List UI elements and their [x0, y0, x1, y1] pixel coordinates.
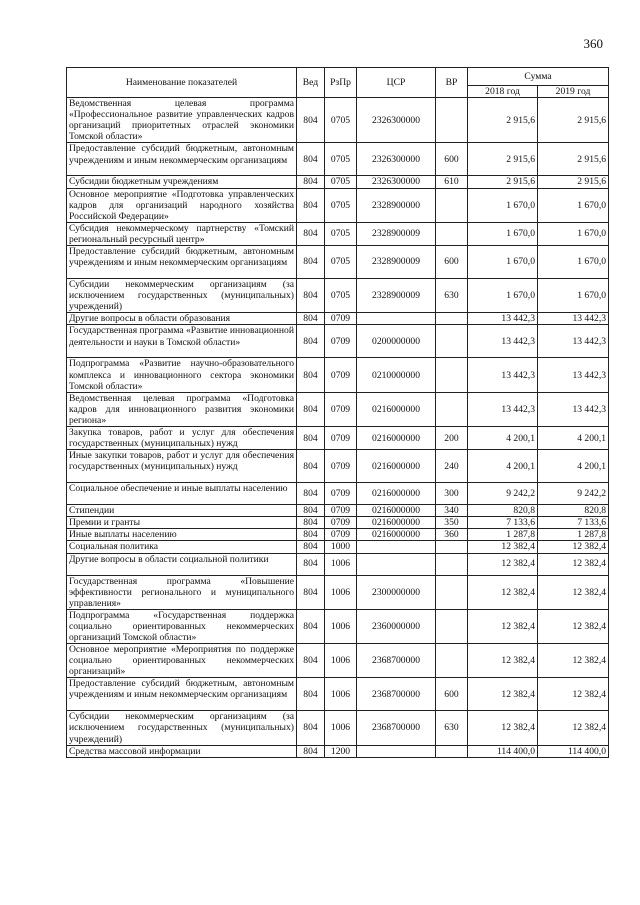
row-csr: 0216000000: [357, 529, 436, 541]
row-rzpr: 1006: [325, 609, 357, 643]
row-ved: 804: [297, 188, 325, 222]
row-2018: 1 670,0: [468, 246, 538, 279]
row-vr: 240: [436, 450, 468, 483]
row-2019: 12 382,4: [538, 644, 609, 678]
row-vr: 600: [436, 143, 468, 176]
row-name: Субсидия некоммерческому партнерству «Томский региональный ресурсный центр»: [67, 222, 297, 245]
row-name: Другие вопросы в области социальной политики: [67, 553, 297, 575]
row-name: Ведомственная целевая программа «Подготовка кадров для инновационного развития экономики региона»: [67, 392, 297, 426]
row-vr: 300: [436, 483, 468, 505]
row-ved: 804: [297, 517, 325, 529]
table-row: [67, 483, 609, 505]
row-vr: 610: [436, 176, 468, 188]
row-name: Предоставление субсидий бюджетным, автономным учреждениям и иным некоммерческим организациям: [67, 678, 297, 711]
row-name: Государственная программа «Развитие инновационной деятельности и науки в Томской области»: [67, 325, 297, 358]
row-vr: 360: [436, 529, 468, 541]
table-row: [67, 711, 609, 745]
row-vr: 600: [436, 678, 468, 711]
row-name: Подпрограмма «Государственная поддержка социально ориентированных некоммерческих организаций Томской области»: [67, 609, 297, 643]
row-name: Премии и гранты: [67, 517, 297, 529]
row-csr: 2360000000: [357, 609, 436, 643]
row-name: Субсидии бюджетным учреждениям: [67, 176, 297, 188]
row-name: Субсидии некоммерческим организациям (за исключением государственных (муниципальных) учреждений): [67, 711, 297, 745]
row-name: Субсидии некоммерческим организациям (за исключением государственных (муниципальных) учреждений): [67, 279, 297, 313]
row-2018: 12 382,4: [468, 609, 538, 643]
header-row: [67, 68, 609, 86]
row-2019: 1 670,0: [538, 188, 609, 222]
row-2019: 1 670,0: [538, 279, 609, 313]
row-name: Социальная политика: [67, 541, 297, 553]
row-2018: 2 915,6: [468, 98, 538, 143]
row-2018: 12 382,4: [468, 711, 538, 745]
row-rzpr: 0705: [325, 98, 357, 143]
table-row: [67, 392, 609, 426]
row-ved: 804: [297, 279, 325, 313]
row-csr: 0216000000: [357, 450, 436, 483]
row-2019: 13 442,3: [538, 358, 609, 392]
table-row: [67, 426, 609, 449]
row-ved: 804: [297, 745, 325, 757]
row-2018: 13 442,3: [468, 392, 538, 426]
row-2019: 12 382,4: [538, 575, 609, 609]
row-2018: 12 382,4: [468, 541, 538, 553]
row-2018: 4 200,1: [468, 426, 538, 449]
row-csr: 0210000000: [357, 358, 436, 392]
header-sum: Сумма: [468, 68, 609, 86]
row-vr: 200: [436, 426, 468, 449]
table-row: [67, 644, 609, 678]
table-row: [67, 609, 609, 643]
row-2018: 1 670,0: [468, 222, 538, 245]
row-name: Подпрограмма «Развитие научно-образовательного комплекса и инновационного сектора экономики Томской области»: [67, 358, 297, 392]
row-ved: 804: [297, 426, 325, 449]
row-ved: 804: [297, 246, 325, 279]
row-ved: 804: [297, 575, 325, 609]
row-vr: [436, 553, 468, 575]
table-row: [67, 143, 609, 176]
row-2019: 114 400,0: [538, 745, 609, 757]
row-2019: 12 382,4: [538, 711, 609, 745]
row-csr: 2300000000: [357, 575, 436, 609]
row-2018: 1 670,0: [468, 279, 538, 313]
row-2019: 1 287,8: [538, 529, 609, 541]
row-ved: 804: [297, 505, 325, 517]
row-name: Иные выплаты населению: [67, 529, 297, 541]
row-rzpr: 0709: [325, 392, 357, 426]
row-2018: 13 442,3: [468, 313, 538, 325]
table-row: [67, 553, 609, 575]
row-name: Иные закупки товаров, работ и услуг для обеспечения государственных (муниципальных) нужд: [67, 450, 297, 483]
table-row: [67, 529, 609, 541]
row-name: Другие вопросы в области образования: [67, 313, 297, 325]
row-rzpr: 0709: [325, 450, 357, 483]
row-ved: 804: [297, 358, 325, 392]
budget-table: [66, 67, 609, 758]
row-ved: 804: [297, 553, 325, 575]
row-2018: 1 287,8: [468, 529, 538, 541]
table-row: [67, 678, 609, 711]
row-2018: 114 400,0: [468, 745, 538, 757]
row-rzpr: 0705: [325, 246, 357, 279]
row-rzpr: 0705: [325, 222, 357, 245]
row-rzpr: 0709: [325, 325, 357, 358]
header-2018: 2018 год: [468, 86, 538, 98]
row-2019: 12 382,4: [538, 609, 609, 643]
table-row: [67, 541, 609, 553]
row-csr: [357, 541, 436, 553]
row-rzpr: 1006: [325, 644, 357, 678]
row-vr: [436, 188, 468, 222]
table-row: [67, 325, 609, 358]
row-2019: 1 670,0: [538, 246, 609, 279]
row-rzpr: 0709: [325, 517, 357, 529]
row-2018: 2 915,6: [468, 143, 538, 176]
row-rzpr: 1200: [325, 745, 357, 757]
table-row: [67, 98, 609, 143]
row-csr: 2368700000: [357, 711, 436, 745]
row-rzpr: 0705: [325, 143, 357, 176]
row-rzpr: 0709: [325, 483, 357, 505]
row-csr: 0200000000: [357, 325, 436, 358]
row-rzpr: 1006: [325, 711, 357, 745]
header-ved: Вед: [297, 68, 325, 98]
row-rzpr: 0709: [325, 358, 357, 392]
table-row: [67, 222, 609, 245]
row-ved: 804: [297, 392, 325, 426]
table-row: [67, 517, 609, 529]
row-ved: 804: [297, 541, 325, 553]
row-2018: 12 382,4: [468, 575, 538, 609]
row-rzpr: 0709: [325, 313, 357, 325]
row-csr: 0216000000: [357, 483, 436, 505]
row-vr: 630: [436, 279, 468, 313]
row-rzpr: 0709: [325, 505, 357, 517]
row-ved: 804: [297, 325, 325, 358]
row-csr: 2328900009: [357, 279, 436, 313]
row-2018: 12 382,4: [468, 678, 538, 711]
row-vr: 630: [436, 711, 468, 745]
row-name: Закупка товаров, работ и услуг для обеспечения государственных (муниципальных) нужд: [67, 426, 297, 449]
table-row: [67, 358, 609, 392]
table-row: [67, 450, 609, 483]
row-2019: 12 382,4: [538, 553, 609, 575]
row-2019: 2 915,6: [538, 143, 609, 176]
table-row: [67, 313, 609, 325]
row-vr: [436, 541, 468, 553]
header-rzpr: РзПр: [325, 68, 357, 98]
row-ved: 804: [297, 609, 325, 643]
row-rzpr: 1006: [325, 678, 357, 711]
row-ved: 804: [297, 529, 325, 541]
row-csr: [357, 745, 436, 757]
row-2019: 4 200,1: [538, 426, 609, 449]
row-2019: 2 915,6: [538, 98, 609, 143]
row-2018: 4 200,1: [468, 450, 538, 483]
row-2019: 13 442,3: [538, 313, 609, 325]
row-name: Основное мероприятие «Мероприятия по поддержке социально ориентированных некоммерческих организаций»: [67, 644, 297, 678]
row-ved: 804: [297, 313, 325, 325]
row-ved: 804: [297, 98, 325, 143]
row-2019: 12 382,4: [538, 541, 609, 553]
row-vr: [436, 313, 468, 325]
row-ved: 804: [297, 143, 325, 176]
row-2019: 13 442,3: [538, 325, 609, 358]
row-csr: 2326300000: [357, 176, 436, 188]
row-2019: 2 915,6: [538, 176, 609, 188]
row-2019: 9 242,2: [538, 483, 609, 505]
row-name: Предоставление субсидий бюджетным, автономным учреждениям и иным некоммерческим организациям: [67, 246, 297, 279]
row-2018: 12 382,4: [468, 553, 538, 575]
row-vr: [436, 325, 468, 358]
row-vr: [436, 745, 468, 757]
row-ved: 804: [297, 222, 325, 245]
row-2018: 1 670,0: [468, 188, 538, 222]
row-name: Стипендии: [67, 505, 297, 517]
row-vr: 340: [436, 505, 468, 517]
table-row: [67, 279, 609, 313]
row-csr: 2368700000: [357, 678, 436, 711]
header-vr: ВР: [436, 68, 468, 98]
row-vr: [436, 609, 468, 643]
row-csr: 0216000000: [357, 505, 436, 517]
row-csr: 2328900009: [357, 222, 436, 245]
row-2018: 7 133,6: [468, 517, 538, 529]
row-csr: 2328900000: [357, 188, 436, 222]
row-name: Социальное обеспечение и иные выплаты населению: [67, 483, 297, 505]
row-ved: 804: [297, 483, 325, 505]
row-2019: 13 442,3: [538, 392, 609, 426]
row-rzpr: 0705: [325, 176, 357, 188]
page-number: 360: [583, 36, 603, 51]
row-vr: [436, 575, 468, 609]
row-csr: [357, 553, 436, 575]
row-2018: 2 915,6: [468, 176, 538, 188]
row-csr: 2326300000: [357, 143, 436, 176]
row-2018: 13 442,3: [468, 325, 538, 358]
row-rzpr: 0705: [325, 279, 357, 313]
row-name: Государственная программа «Повышение эффективности регионального и муниципального управления»: [67, 575, 297, 609]
row-ved: 804: [297, 711, 325, 745]
row-csr: 2368700000: [357, 644, 436, 678]
header-csr: ЦСР: [357, 68, 436, 98]
row-name: Предоставление субсидий бюджетным, автономным учреждениям и иным некоммерческим организациям: [67, 143, 297, 176]
row-ved: 804: [297, 678, 325, 711]
row-2018: 12 382,4: [468, 644, 538, 678]
row-csr: 2326300000: [357, 98, 436, 143]
table-row: [67, 176, 609, 188]
row-vr: [436, 222, 468, 245]
row-2019: 820,8: [538, 505, 609, 517]
row-csr: 0216000000: [357, 517, 436, 529]
header-name: Наименование показателей: [67, 68, 297, 98]
table-row: [67, 188, 609, 222]
row-vr: [436, 644, 468, 678]
row-vr: [436, 358, 468, 392]
row-rzpr: 0709: [325, 426, 357, 449]
table-row: [67, 505, 609, 517]
row-vr: [436, 392, 468, 426]
row-name: Ведомственная целевая программа «Профессиональное развитие управленческих кадров организаций приоритетных отраслей экономики Томской области»: [67, 98, 297, 143]
row-2018: 820,8: [468, 505, 538, 517]
row-2019: 7 133,6: [538, 517, 609, 529]
row-rzpr: 1006: [325, 575, 357, 609]
row-2019: 1 670,0: [538, 222, 609, 245]
table-row: [67, 246, 609, 279]
row-rzpr: 0705: [325, 188, 357, 222]
row-csr: 0216000000: [357, 426, 436, 449]
row-rzpr: 1006: [325, 553, 357, 575]
row-vr: 350: [436, 517, 468, 529]
row-csr: 2328900009: [357, 246, 436, 279]
row-name: Основное мероприятие «Подготовка управленческих кадров для организаций народного хозяйства Российской Федерации»: [67, 188, 297, 222]
row-csr: 0216000000: [357, 392, 436, 426]
row-rzpr: 0709: [325, 529, 357, 541]
row-vr: 600: [436, 246, 468, 279]
row-ved: 804: [297, 176, 325, 188]
row-csr: [357, 313, 436, 325]
row-rzpr: 1000: [325, 541, 357, 553]
row-ved: 804: [297, 644, 325, 678]
row-2019: 12 382,4: [538, 678, 609, 711]
table-row: [67, 745, 609, 757]
header-2019: 2019 год: [538, 86, 609, 98]
row-ved: 804: [297, 450, 325, 483]
row-2018: 13 442,3: [468, 358, 538, 392]
table-row: [67, 575, 609, 609]
row-name: Средства массовой информации: [67, 745, 297, 757]
row-2019: 4 200,1: [538, 450, 609, 483]
row-vr: [436, 98, 468, 143]
row-2018: 9 242,2: [468, 483, 538, 505]
